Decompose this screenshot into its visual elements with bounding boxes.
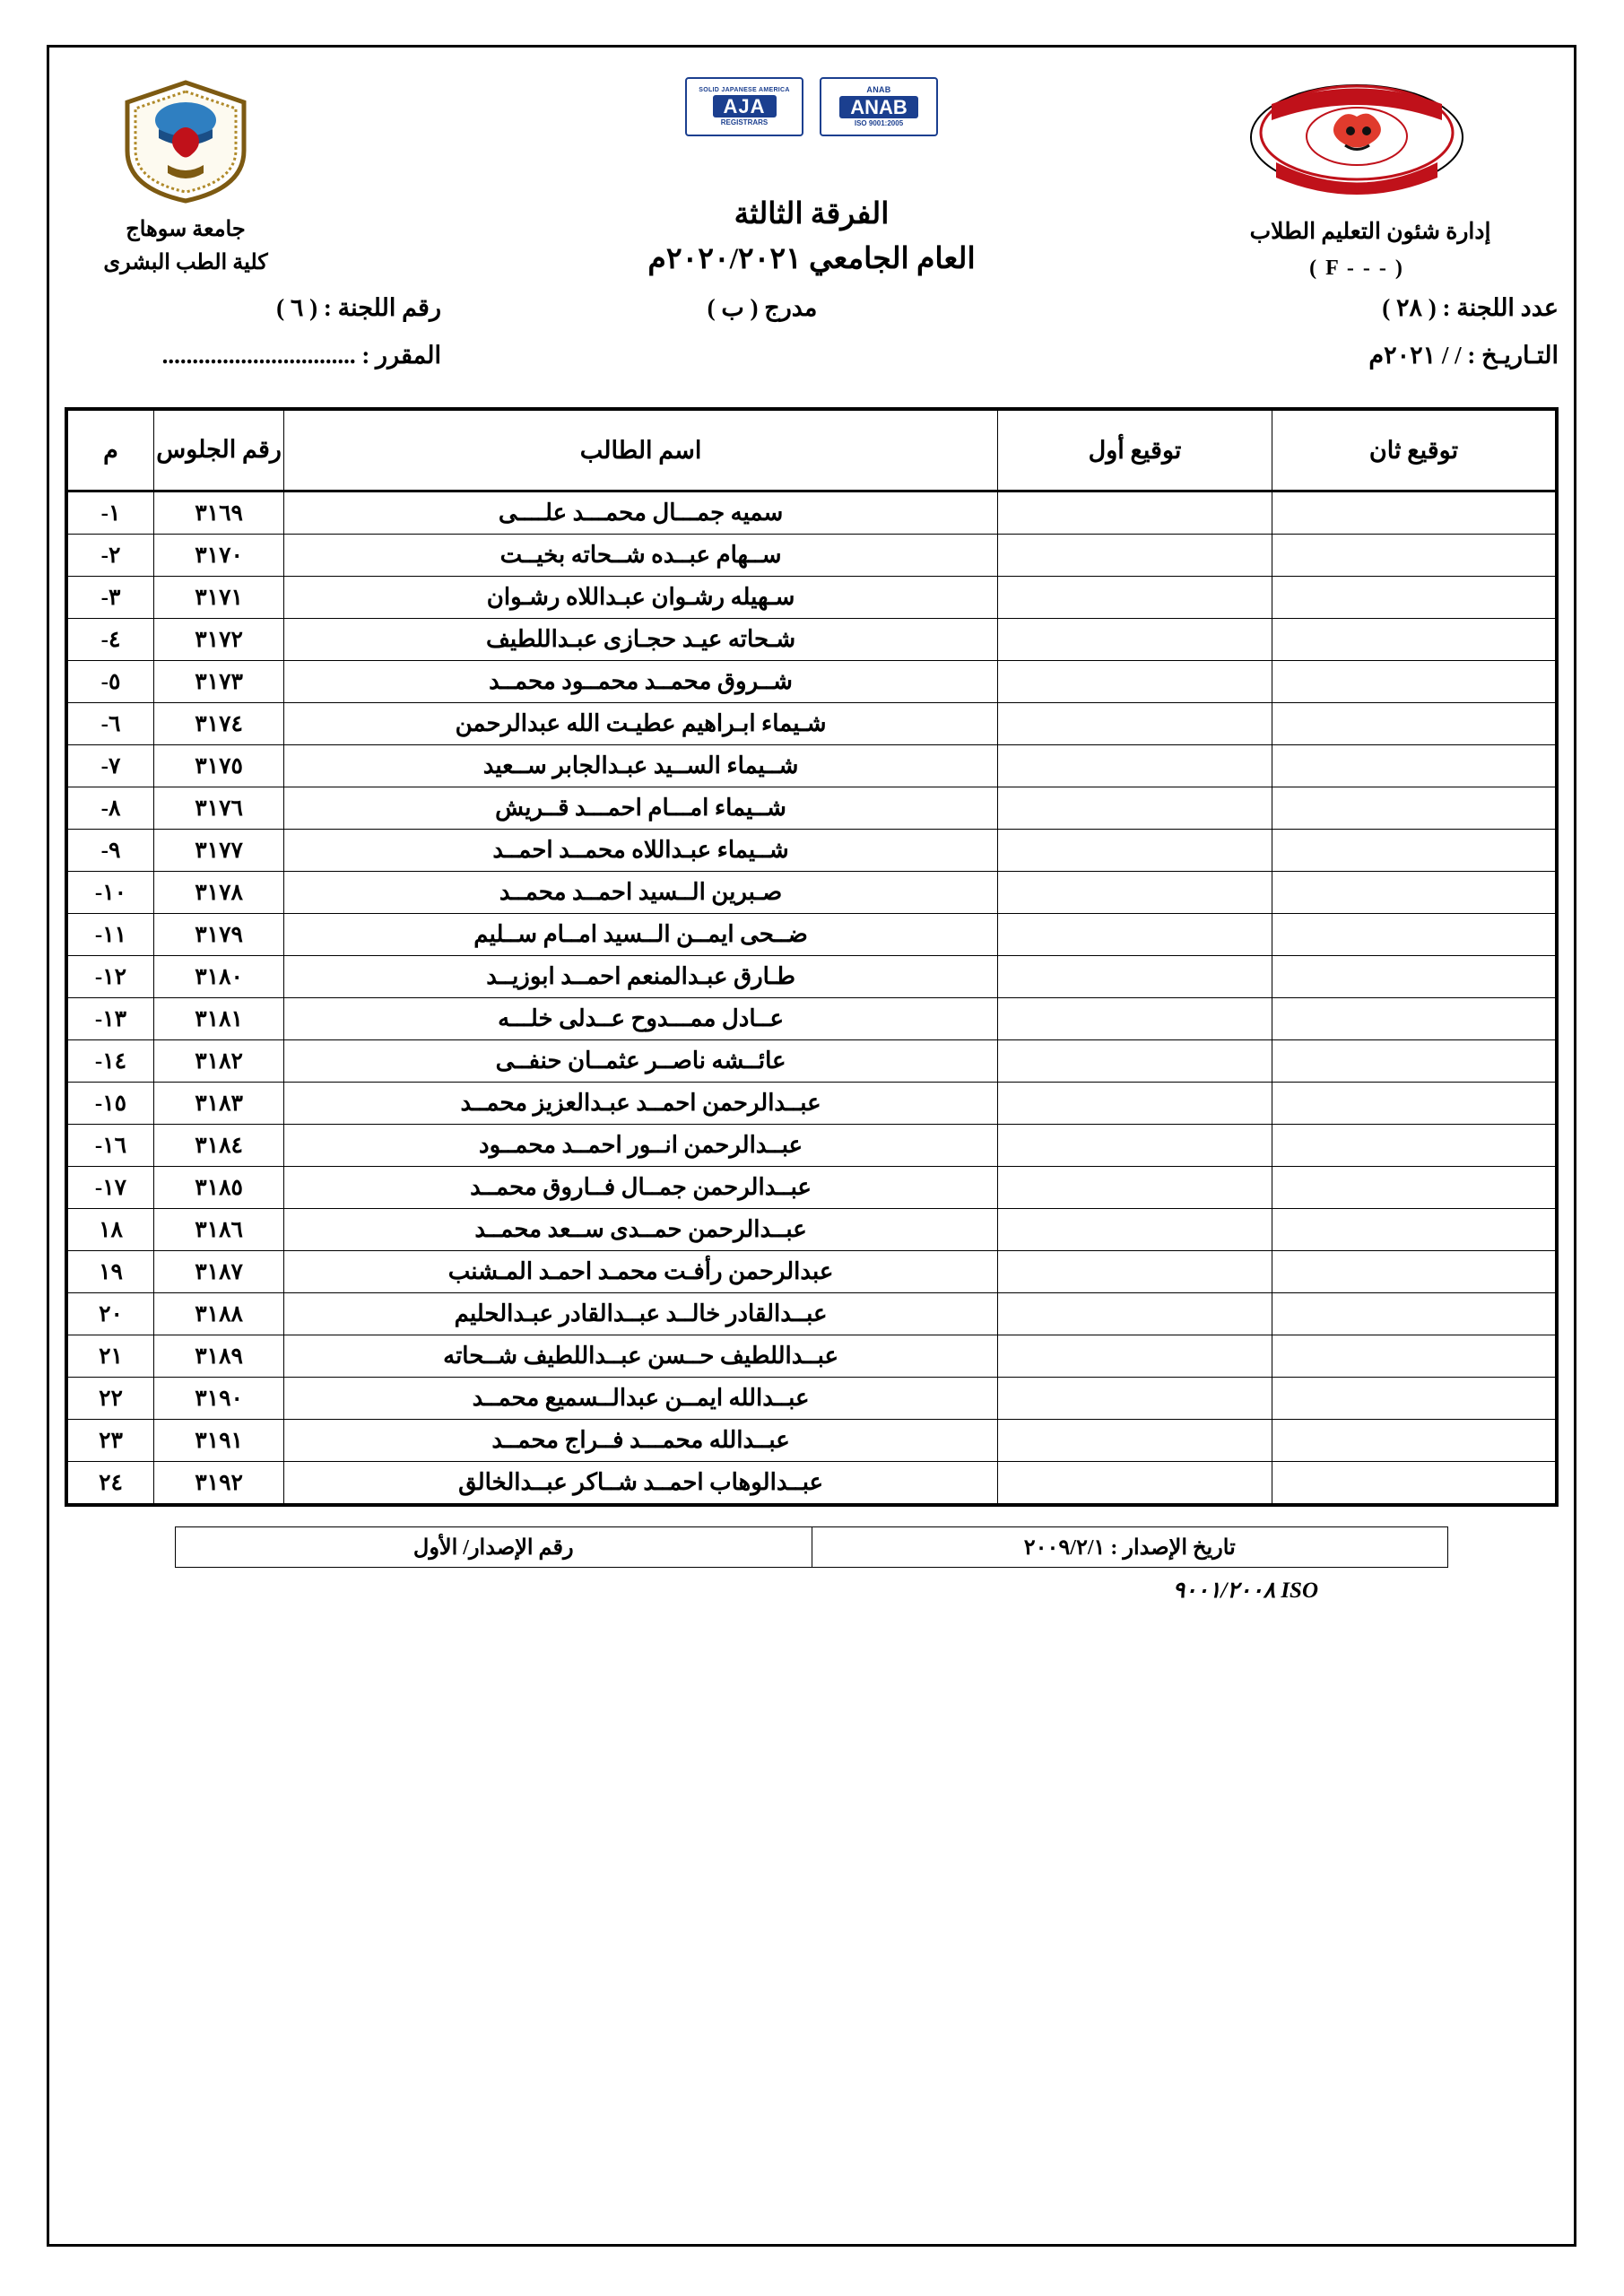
row-index-cell: ١- bbox=[66, 491, 154, 535]
administration-name: إدارة شئون التعليم الطلاب bbox=[1249, 220, 1491, 244]
student-name-cell: سـهيله رشـوان عبـداللاه رشـوان bbox=[284, 577, 998, 619]
table-row bbox=[66, 1420, 1557, 1462]
seat-number-cell: ٣١٧٤ bbox=[154, 703, 284, 745]
university-crest-logo bbox=[118, 79, 253, 204]
signature-2-cell[interactable] bbox=[1272, 1209, 1557, 1251]
signature-2-cell[interactable] bbox=[1272, 914, 1557, 956]
row-index-cell: ٣- bbox=[66, 577, 154, 619]
anab-sub-text: ISO 9001:2005 bbox=[854, 119, 904, 128]
signature-1-cell[interactable] bbox=[997, 1251, 1272, 1293]
student-name-cell: ســهام عبــده شــحاته بخيــت bbox=[284, 535, 998, 577]
signature-2-cell[interactable] bbox=[1272, 1251, 1557, 1293]
student-name-cell: عبــدالرحمن احمــد عبـدالعزيز محمــد bbox=[284, 1083, 998, 1125]
form-code: ( F - - - ) bbox=[1309, 257, 1404, 280]
signature-2-cell[interactable] bbox=[1272, 1083, 1557, 1125]
faculty-name: كلية الطب البشرى bbox=[103, 251, 268, 275]
table-row bbox=[66, 1040, 1557, 1083]
seat-number-cell: ٣١٦٩ bbox=[154, 491, 284, 535]
table-row bbox=[66, 1462, 1557, 1506]
table-row bbox=[66, 661, 1557, 703]
student-name-cell: عبــداللطيف حــسن عبــداللطيف شــحاته bbox=[284, 1335, 998, 1378]
seat-number-cell: ٣١٨٨ bbox=[154, 1293, 284, 1335]
row-index-cell: ١١- bbox=[66, 914, 154, 956]
seat-number-cell: ٣١٩٠ bbox=[154, 1378, 284, 1420]
seat-number-cell: ٣١٨٠ bbox=[154, 956, 284, 998]
row-index-cell: ١٧- bbox=[66, 1167, 154, 1209]
table-row bbox=[66, 703, 1557, 745]
committee-count: عدد اللجنة : ( ٢٨ ) bbox=[1382, 294, 1559, 321]
student-name-cell: شــيماء الســيد عبـدالجابر ســعيد bbox=[284, 745, 998, 787]
signature-1-cell[interactable] bbox=[997, 1335, 1272, 1378]
meta-row-2 bbox=[65, 342, 1559, 370]
student-name-cell: عبــدالرحمن انــور احمــد محمــود bbox=[284, 1125, 998, 1167]
iso-standard-text: ISO ٩٠٠١/٢٠٠٨ bbox=[1172, 1578, 1318, 1603]
committee-number: رقم اللجنة : ( ٦ ) bbox=[276, 294, 442, 321]
header-seat-number: رقم الجلوس bbox=[154, 409, 284, 491]
row-index-cell: ٤- bbox=[66, 619, 154, 661]
row-index-cell: ١٢- bbox=[66, 956, 154, 998]
student-name-cell: عبــدالرحمن جمــال فــاروق محمــد bbox=[284, 1167, 998, 1209]
signature-1-cell[interactable] bbox=[997, 745, 1272, 787]
row-index-cell: ٢٠ bbox=[66, 1293, 154, 1335]
hall-label: مدرج ( ب ) bbox=[707, 294, 818, 321]
table-row bbox=[66, 787, 1557, 830]
student-name-cell: شـيماء ابـراهيم عطيـت الله عبدالرحمن bbox=[284, 703, 998, 745]
signature-2-cell[interactable] bbox=[1272, 491, 1557, 535]
row-index-cell: ٢- bbox=[66, 535, 154, 577]
seat-number-cell: ٣١٨٢ bbox=[154, 1040, 284, 1083]
signature-1-cell[interactable] bbox=[997, 1293, 1272, 1335]
signature-1-cell[interactable] bbox=[997, 1083, 1272, 1125]
row-index-cell: ٩- bbox=[66, 830, 154, 872]
issue-number: رقم الإصدار/ الأول bbox=[176, 1527, 812, 1568]
header-signature-1: توقيع أول bbox=[997, 409, 1272, 491]
table-row bbox=[66, 1378, 1557, 1420]
table-row bbox=[66, 1209, 1557, 1251]
student-name-cell: شــيماء امـــام احمـــد قــريش bbox=[284, 787, 998, 830]
table-row bbox=[66, 872, 1557, 914]
table-row bbox=[66, 1083, 1557, 1125]
student-name-cell: شــيماء عبـداللاه محمــد احمــد bbox=[284, 830, 998, 872]
document-header bbox=[65, 61, 1559, 285]
table-row bbox=[66, 1335, 1557, 1378]
row-index-cell: ٢١ bbox=[66, 1335, 154, 1378]
row-index-cell: ١٣- bbox=[66, 998, 154, 1040]
signature-2-cell[interactable] bbox=[1272, 661, 1557, 703]
signature-1-cell[interactable] bbox=[997, 1040, 1272, 1083]
seat-number-cell: ٣١٨٦ bbox=[154, 1209, 284, 1251]
student-name-cell: عبــدالرحمن حمــدى ســعد محمــد bbox=[284, 1209, 998, 1251]
seat-number-cell: ٣١٧٧ bbox=[154, 830, 284, 872]
signature-2-cell[interactable] bbox=[1272, 535, 1557, 577]
footer-table bbox=[175, 1526, 1448, 1568]
signature-1-cell[interactable] bbox=[997, 703, 1272, 745]
seat-number-cell: ٣١٨١ bbox=[154, 998, 284, 1040]
student-name-cell: صـبرين الــسيد احمــد محمــد bbox=[284, 872, 998, 914]
signature-2-cell[interactable] bbox=[1272, 787, 1557, 830]
seat-number-cell: ٣١٧٣ bbox=[154, 661, 284, 703]
issue-date: تاريخ الإصدار : ٢٠٠٩/٢/١ bbox=[812, 1527, 1448, 1568]
table-row bbox=[66, 1251, 1557, 1293]
signature-1-cell[interactable] bbox=[997, 1167, 1272, 1209]
signature-2-cell[interactable] bbox=[1272, 619, 1557, 661]
signature-2-cell[interactable] bbox=[1272, 1125, 1557, 1167]
signature-2-cell[interactable] bbox=[1272, 703, 1557, 745]
aja-logo bbox=[685, 77, 803, 136]
table-row bbox=[66, 956, 1557, 998]
svg-text:كلية الطب: كلية الطب bbox=[1333, 182, 1380, 195]
signature-2-cell[interactable] bbox=[1272, 1040, 1557, 1083]
table-header-row bbox=[66, 409, 1557, 491]
seat-number-cell: ٣١٨٤ bbox=[154, 1125, 284, 1167]
student-name-cell: سميه جمـــال محمـــد علــــى bbox=[284, 491, 998, 535]
table-row bbox=[66, 914, 1557, 956]
student-name-cell: شــروق محمــد محمــود محمــد bbox=[284, 661, 998, 703]
table-row bbox=[66, 1167, 1557, 1209]
signature-1-cell[interactable] bbox=[997, 535, 1272, 577]
seat-number-cell: ٣١٧٢ bbox=[154, 619, 284, 661]
certification-badges bbox=[685, 77, 938, 136]
signature-2-cell[interactable] bbox=[1272, 1462, 1557, 1506]
table-row bbox=[66, 577, 1557, 619]
row-index-cell: ٨- bbox=[66, 787, 154, 830]
signature-2-cell[interactable] bbox=[1272, 745, 1557, 787]
row-index-cell: ١٤- bbox=[66, 1040, 154, 1083]
signature-1-cell[interactable] bbox=[997, 1209, 1272, 1251]
signature-2-cell[interactable] bbox=[1272, 872, 1557, 914]
header-student-name: اسم الطالب bbox=[284, 409, 998, 491]
meta-row-1 bbox=[65, 294, 1559, 322]
title-line-1: الفرقة الثالثة bbox=[734, 198, 890, 230]
university-name-block bbox=[74, 213, 298, 280]
anab-main-text: ANAB bbox=[839, 96, 918, 118]
student-name-cell: ضــحى ايمــن الــسيد امــام ســليم bbox=[284, 914, 998, 956]
anab-top-text: ANAB bbox=[866, 84, 891, 94]
course-name: المقرر : ................................ bbox=[161, 342, 441, 369]
student-name-cell: عائــشه ناصــر عثمــان حنفــى bbox=[284, 1040, 998, 1083]
row-index-cell: ١٥- bbox=[66, 1083, 154, 1125]
anab-logo bbox=[820, 77, 938, 136]
student-name-cell: عبــدالله ايمــن عبدالــسميع محمــد bbox=[284, 1378, 998, 1420]
aja-sub-text: REGISTRARS bbox=[720, 118, 769, 127]
title-line-2: العام الجامعي ٢٠٢٠/٢٠٢١م bbox=[647, 243, 976, 275]
row-index-cell: ٢٣ bbox=[66, 1420, 154, 1462]
seat-number-cell: ٣١٧٠ bbox=[154, 535, 284, 577]
header-index: م bbox=[66, 409, 154, 491]
student-name-cell: عبــدالوهاب احمــد شــاكر عبــدالخالق bbox=[284, 1462, 998, 1506]
signature-1-cell[interactable] bbox=[997, 1420, 1272, 1462]
exam-date: التـاريـخ : / / ٢٠٢١م bbox=[1368, 342, 1559, 369]
signature-2-cell[interactable] bbox=[1272, 1293, 1557, 1335]
row-index-cell: ١٦- bbox=[66, 1125, 154, 1167]
signature-1-cell[interactable] bbox=[997, 956, 1272, 998]
row-index-cell: ٥- bbox=[66, 661, 154, 703]
seat-number-cell: ٣١٧٩ bbox=[154, 914, 284, 956]
university-name: جامعة سوهاج bbox=[126, 218, 246, 241]
signature-2-cell[interactable] bbox=[1272, 1335, 1557, 1378]
seat-number-cell: ٣١٩١ bbox=[154, 1420, 284, 1462]
table-row bbox=[66, 745, 1557, 787]
header-signature-2: توقيع ثان bbox=[1272, 409, 1557, 491]
student-name-cell: عبدالرحمن رأفـت محمـد احمـد المـشنب bbox=[284, 1251, 998, 1293]
exam-meta bbox=[65, 294, 1559, 393]
signature-1-cell[interactable] bbox=[997, 914, 1272, 956]
signature-1-cell[interactable] bbox=[997, 1462, 1272, 1506]
signature-1-cell[interactable] bbox=[997, 619, 1272, 661]
signature-1-cell[interactable] bbox=[997, 661, 1272, 703]
signature-1-cell[interactable] bbox=[997, 998, 1272, 1040]
seat-number-cell: ٣١٧١ bbox=[154, 577, 284, 619]
seat-number-cell: ٣١٨٩ bbox=[154, 1335, 284, 1378]
table-row bbox=[66, 1293, 1557, 1335]
table-row bbox=[66, 830, 1557, 872]
row-index-cell: ١٩ bbox=[66, 1251, 154, 1293]
seat-number-cell: ٣١٧٥ bbox=[154, 745, 284, 787]
seat-number-cell: ٣١٨٧ bbox=[154, 1251, 284, 1293]
student-name-cell: عبــدالله محمـــد فــراج محمــد bbox=[284, 1420, 998, 1462]
table-row bbox=[66, 619, 1557, 661]
table-row bbox=[66, 998, 1557, 1040]
student-name-cell: شـحاته عيـد حجـازى عبـداللطيف bbox=[284, 619, 998, 661]
signature-1-cell[interactable] bbox=[997, 787, 1272, 830]
student-name-cell: طـارق عبـدالمنعم احمــد ابوزيــد bbox=[284, 956, 998, 998]
seat-number-cell: ٣١٧٦ bbox=[154, 787, 284, 830]
seat-number-cell: ٣١٨٣ bbox=[154, 1083, 284, 1125]
signature-1-cell[interactable] bbox=[997, 1378, 1272, 1420]
row-index-cell: ٢٤ bbox=[66, 1462, 154, 1506]
table-row bbox=[66, 491, 1557, 535]
students-roster-table bbox=[65, 407, 1559, 1507]
signature-1-cell[interactable] bbox=[997, 1125, 1272, 1167]
seat-number-cell: ٣١٨٥ bbox=[154, 1167, 284, 1209]
table-row bbox=[66, 535, 1557, 577]
document-footer bbox=[65, 1526, 1559, 1634]
signature-1-cell[interactable] bbox=[997, 830, 1272, 872]
row-index-cell: ١٨ bbox=[66, 1209, 154, 1251]
signature-2-cell[interactable] bbox=[1272, 998, 1557, 1040]
seat-number-cell: ٣١٧٨ bbox=[154, 872, 284, 914]
table-row bbox=[66, 1125, 1557, 1167]
signature-2-cell[interactable] bbox=[1272, 1378, 1557, 1420]
row-index-cell: ٦- bbox=[66, 703, 154, 745]
signature-1-cell[interactable] bbox=[997, 491, 1272, 535]
signature-1-cell[interactable] bbox=[997, 577, 1272, 619]
signature-2-cell[interactable] bbox=[1272, 956, 1557, 998]
seat-number-cell: ٣١٩٢ bbox=[154, 1462, 284, 1506]
signature-2-cell[interactable] bbox=[1272, 577, 1557, 619]
aja-main-text: AJA bbox=[713, 95, 777, 117]
students-affairs-logo bbox=[1245, 77, 1469, 198]
student-name-cell: عبــدالقادر خالــد عبــدالقادر عبـدالحليم bbox=[284, 1293, 998, 1335]
row-index-cell: ٢٢ bbox=[66, 1378, 154, 1420]
page-content bbox=[65, 61, 1559, 2231]
student-name-cell: عــادل ممـــدوح عــدلى خلـــه bbox=[284, 998, 998, 1040]
row-index-cell: ٧- bbox=[66, 745, 154, 787]
row-index-cell: ١٠- bbox=[66, 872, 154, 914]
signature-2-cell[interactable] bbox=[1272, 1167, 1557, 1209]
aja-top-text: SOLID JAPANESE AMERICA bbox=[699, 86, 790, 93]
footer-row bbox=[176, 1527, 1448, 1568]
signature-2-cell[interactable] bbox=[1272, 1420, 1557, 1462]
signature-1-cell[interactable] bbox=[997, 872, 1272, 914]
signature-2-cell[interactable] bbox=[1272, 830, 1557, 872]
